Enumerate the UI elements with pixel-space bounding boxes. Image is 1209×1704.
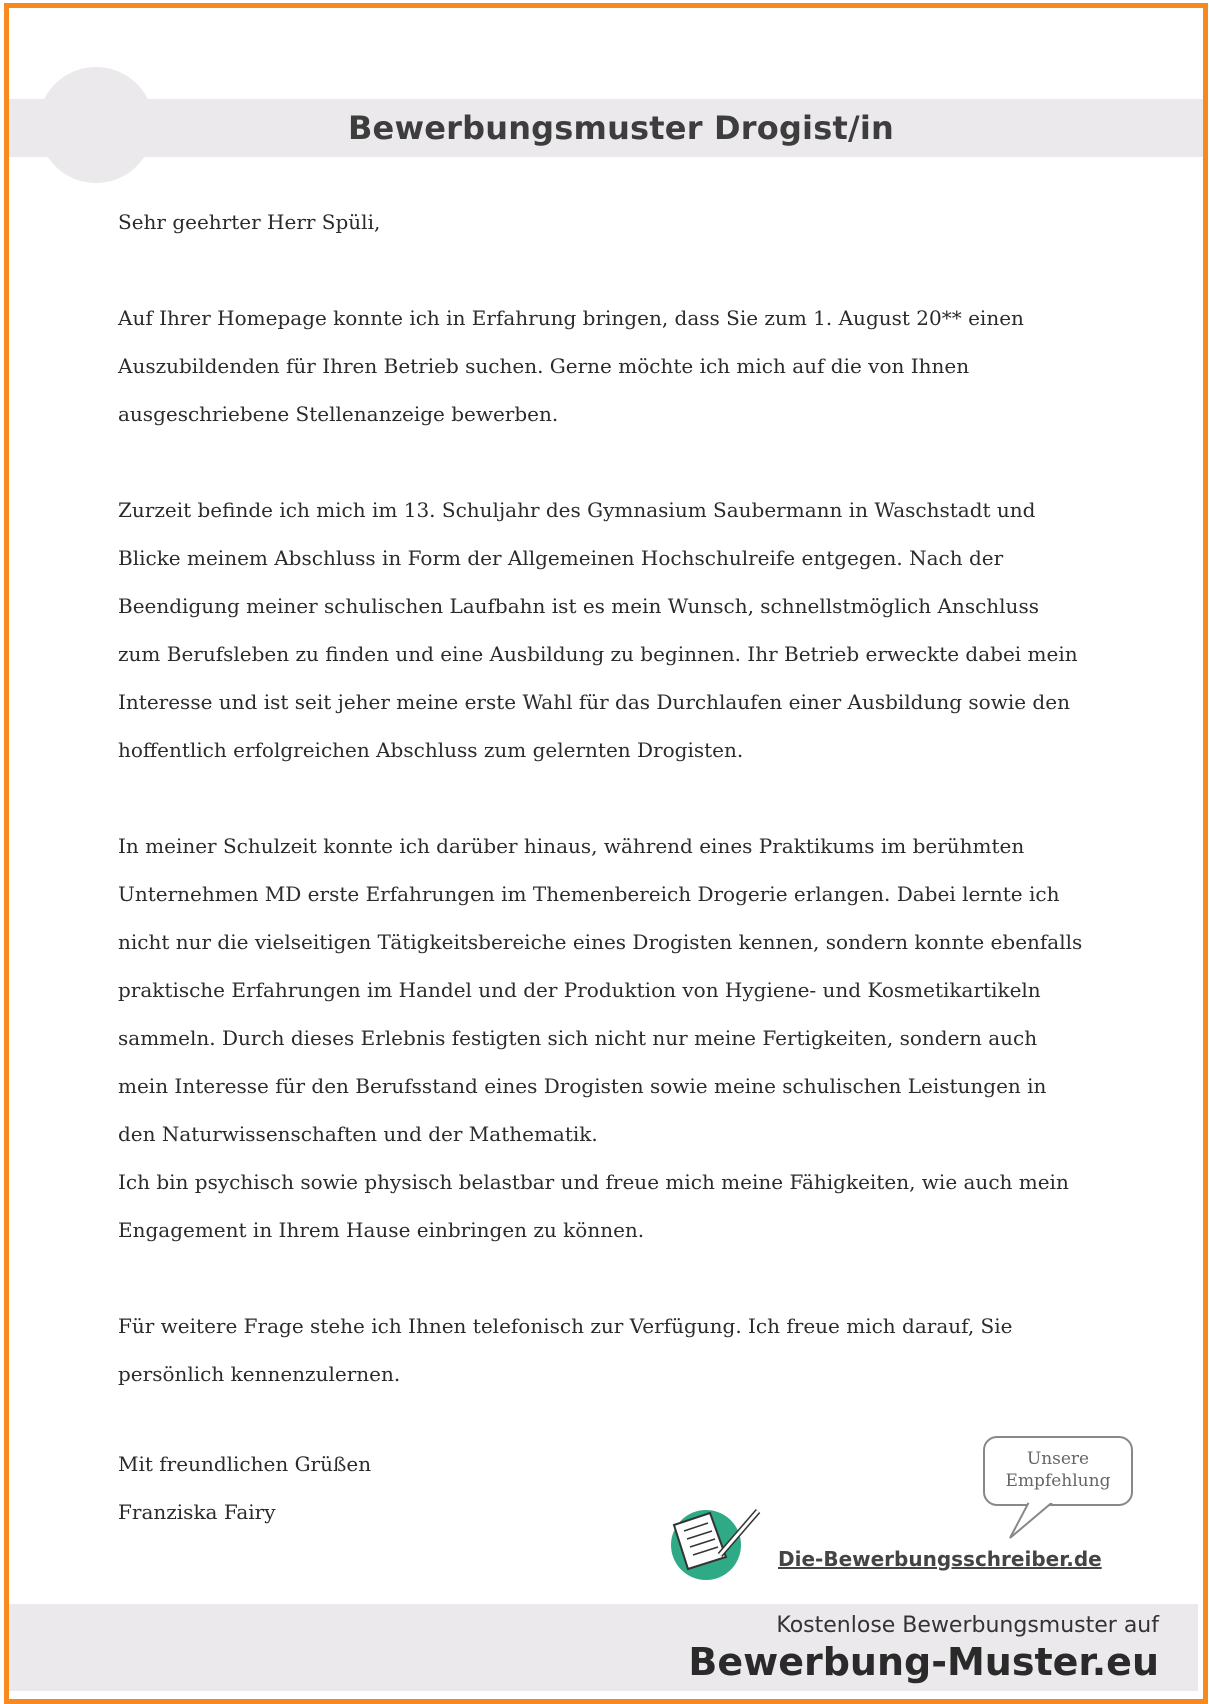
letter-body (118, 198, 1108, 1398)
bubble-line: Unsere (1026, 1449, 1090, 1469)
footer-brand[interactable]: Bewerbung-Muster.eu (688, 1640, 1159, 1684)
bewerbungsschreiber-link[interactable]: Die-Bewerbungsschreiber.de (778, 1547, 1102, 1571)
text-line: Zurzeit befinde ich mich im 13. Schuljahr des Gymnasium Saubermann in Waschstadt und (118, 498, 1036, 522)
closing-text: Mit freundlichen Grüßen (118, 1452, 372, 1476)
text-line: ausgeschriebene Stellenanzeige bewerben. (118, 402, 559, 426)
recommendation-bubble (983, 1436, 1133, 1506)
text-line: Auf Ihrer Homepage konnte ich in Erfahrung bringen, dass Sie zum 1. August 20** einen (118, 306, 1024, 330)
text-line: mein Interesse für den Berufsstand eines Drogisten sowie meine schulischen Leistungen in (118, 1074, 1047, 1098)
paragraph-1 (118, 294, 1108, 438)
text-line: Interesse und ist seit jeher meine erste Wahl für das Durchlaufen einer Ausbildung sowie den (118, 690, 1070, 714)
paragraph-3 (118, 822, 1108, 1254)
bubble-tail-icon (1000, 1500, 1080, 1540)
text-line: Engagement in Ihrem Hause einbringen zu können. (118, 1218, 645, 1242)
paragraph-2 (118, 486, 1108, 774)
text-line: Blicke meinem Abschluss in Form der Allgemeinen Hochschulreife entgegen. Nach der (118, 546, 1004, 570)
text-line: Für weitere Frage stehe ich Ihnen telefonisch zur Verfügung. Ich freue mich darauf, Sie (118, 1314, 1013, 1338)
signature: Franziska Fairy (118, 1500, 276, 1524)
text-line: Auszubildenden für Ihren Betrieb suchen. Gerne möchte ich mich auf die von Ihnen (118, 354, 970, 378)
text-line: persönlich kennenzulernen. (118, 1362, 401, 1386)
text-line: hoffentlich erfolgreichen Abschluss zum gelernten Drogisten. (118, 738, 744, 762)
text-line: zum Berufsleben zu finden und eine Ausbildung zu beginnen. Ihr Betrieb erweckte dabei mein (118, 642, 1078, 666)
letter-pen-icon (668, 1505, 768, 1575)
text-line: den Naturwissenschaften und der Mathematik. (118, 1122, 598, 1146)
text-line: Ich bin psychisch sowie physisch belastbar und freue mich meine Fähigkeiten, wie auch mein (118, 1170, 1069, 1194)
closing-block (118, 1440, 371, 1536)
bubble-line: Empfehlung (1005, 1471, 1111, 1491)
text-line: sammeln. Durch dieses Erlebnis festigten sich nicht nur meine Fertigkeiten, sondern auch (118, 1026, 1038, 1050)
page-title: Bewerbungsmuster Drogist/in (347, 109, 895, 147)
text-line: Unternehmen MD erste Erfahrungen im Themenbereich Drogerie erlangen. Dabei lernte ich (118, 882, 1060, 906)
text-line: In meiner Schulzeit konnte ich darüber hinaus, während eines Praktikums im berühmten (118, 834, 1025, 858)
text-line: praktische Erfahrungen im Handel und der Produktion von Hygiene- und Kosmetikartikeln (118, 978, 1041, 1002)
text-line: Beendigung meiner schulischen Laufbahn ist es mein Wunsch, schnellstmöglich Anschluss (118, 594, 1039, 618)
text-line: nicht nur die vielseitigen Tätigkeitsbereiche eines Drogisten kennen, sondern konnte ebenfalls (118, 930, 1083, 954)
footer-tagline: Kostenlose Bewerbungsmuster auf (776, 1613, 1159, 1638)
paragraph-4 (118, 1302, 1108, 1398)
salutation: Sehr geehrter Herr Spüli, (118, 210, 381, 234)
